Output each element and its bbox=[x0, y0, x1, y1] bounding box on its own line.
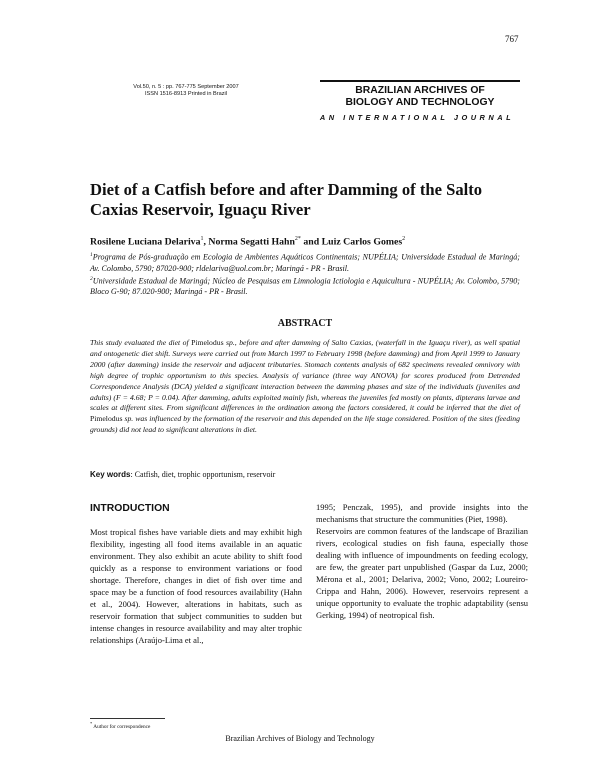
author-name: , Norma Segatti Hahn bbox=[203, 236, 295, 248]
footnote-mark: * bbox=[90, 721, 93, 726]
abstract-segment: sp. was influenced by the formation of the reservoir and this depended on the life stage considered. Position of the sites (feeding grounds) did not lead to significant alterations in diet. bbox=[90, 414, 520, 435]
author-list bbox=[90, 236, 520, 247]
issn-line: ISSN 1516-8913 Printed in Brazil bbox=[144, 91, 228, 97]
abstract-segment: This study evaluated the diet of bbox=[90, 338, 192, 347]
journal-title-line1: BRAZILIAN ARCHIVES OF bbox=[355, 85, 485, 96]
keywords bbox=[90, 470, 520, 479]
keywords-list: : Catfish, diet, trophic opportunism, reservoir bbox=[130, 470, 276, 479]
journal-title bbox=[320, 85, 520, 109]
body-paragraph: Most tropical fishes have variable diets and may exhibit high flexibility, ingesting all food items available in an aquatic environment. They also exhibit an acute ability to shift food quickly as a response to environment variations or food shortage. Therefore, changes in diet of fish over time and space may be a function of food resources availability (Hahn et al., 2004). However, alterations in habitats, such as reservoir formation that subject communities to sudden but intense changes in resource availability and may alter trophic relationships (Araújo-Lima et al., bbox=[90, 527, 302, 646]
author-name: and Luiz Carlos Gomes bbox=[300, 236, 403, 248]
species-name: Pimelodus bbox=[191, 338, 224, 347]
article-title: Diet of a Catfish before and after Damming of the Salto Caxias Reservoir, Iguaçu River bbox=[90, 180, 483, 219]
volume-line: Vol.50, n. 5 : pp. 767-775 September 2007 bbox=[133, 84, 239, 90]
abstract-text bbox=[90, 338, 520, 436]
author-affiliation-mark: 2 bbox=[402, 236, 406, 242]
abstract-segment: sp., before and after damming of Salto Caxias, (waterfall in the Iguaçu river), as well spatial and ontogenetic diet shift. Surveys were carried out from March 1997 to February 1998 (before damming) and from April 1999 to January 2000 (after damming) inside the reservoir and adjacent tributaries. Stomach contents analysis of 682 specimens revealed omnivory with high degree of trophic opportunism to this species. Analysis of variance (three way ANOVA) for scores produced from Detrended Correspondence Analysis (DCA) yielded a significant interaction between the damming phases and size of the individuals (juveniles and adults) (F = 4.68; P = 0.04). After damming, adults exploited mainly fish, whereas the juveniles fed mostly on plants, dipterans larvae and scales at different sites. From significant differences in the ordination among the factors considered, it could be inferred that the diet of bbox=[90, 338, 520, 413]
affiliation-text: Programa de Pós-graduação em Ecologia de Ambientes Aquáticos Continentais; NUPÉLIA; Universidade Estadual de Maringá; Av. Colombo, 5790; 87020-900; rldelariva@uol.com.br; Maringá - PR - Brasil. bbox=[90, 252, 520, 273]
affiliation-1 bbox=[90, 250, 520, 274]
footnote-text: Author for correspondence bbox=[93, 723, 151, 730]
journal-title-line2: BIOLOGY AND TECHNOLOGY bbox=[345, 97, 495, 108]
species-name: Pimelodus bbox=[90, 414, 123, 424]
journal-header-rule bbox=[320, 80, 520, 82]
footnote bbox=[90, 721, 150, 730]
affiliation-2 bbox=[90, 274, 520, 298]
body-paragraph: Reservoirs are common features of the landscape of Brazilian rivers, ecological studies on fish fauna, especially those dealing with influence of impoundments on feeding ecology, are few, the greater part unpublished (Gaspar da Luz, 2000; Mérona et al., 2001; Delariva, 2002; Vono, 2002; Loureiro-Crippa and Hahn, 2006). However, reservoirs represent a unique opportunity to evaluate the trophic adaptability (sensu Gerking, 1994) of neotropical fish. bbox=[316, 526, 528, 621]
body-column-right bbox=[316, 501, 528, 621]
author-affiliation-mark: 2* bbox=[294, 236, 301, 242]
author-affiliation-mark: 1 bbox=[200, 236, 204, 242]
keywords-label: Key words bbox=[90, 470, 131, 479]
body-column-left bbox=[90, 526, 302, 646]
page-number: 767 bbox=[505, 34, 519, 44]
author-name: Rosilene Luciana Delariva bbox=[90, 236, 201, 248]
affiliation-number: 1 bbox=[90, 252, 93, 258]
footnote-rule bbox=[90, 718, 165, 719]
abstract-heading: ABSTRACT bbox=[277, 318, 333, 329]
affiliations bbox=[90, 250, 520, 297]
running-footer: Brazilian Archives of Biology and Technology bbox=[225, 734, 375, 743]
affiliation-text: Universidade Estadual de Maringá; Núcleo de Pesquisas em Limnologia Ictiologia e Aquicultura - NUPÉLIA; Av. Colombo, 5790; Bloco G-90; 87.020-900; Maringá - PR - Brasil. bbox=[90, 276, 520, 297]
journal-subtitle: AN INTERNATIONAL JOURNAL bbox=[319, 113, 515, 122]
body-paragraph: 1995; Penczak, 1995), and provide insights into the mechanisms that structure the communities (Piet, 1998). bbox=[316, 502, 528, 525]
affiliation-number: 2 bbox=[90, 275, 93, 282]
volume-info bbox=[116, 84, 256, 98]
introduction-heading: INTRODUCTION bbox=[90, 503, 170, 514]
